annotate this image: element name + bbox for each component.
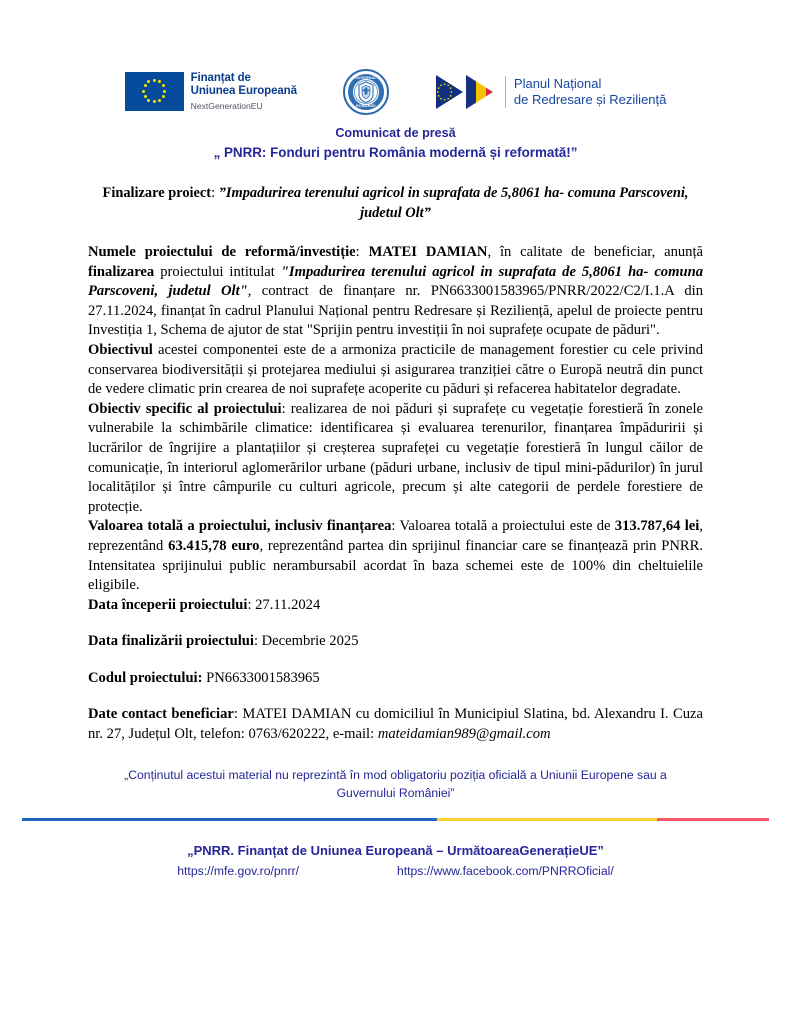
- pnrr-brand-logo: [435, 73, 666, 111]
- p2-bold: Obiectivul: [88, 341, 153, 358]
- eu-star-icon: [142, 90, 145, 93]
- eu-star-icon: [144, 84, 147, 87]
- start-date-value: : 27.11.2024: [247, 596, 321, 613]
- project-finalization-title: [86, 184, 705, 223]
- tricolor-red: [657, 818, 769, 821]
- finalizare-label: Finalizare proiect: [102, 185, 212, 201]
- press-release-heading: [0, 124, 791, 162]
- tricolor-yellow: [437, 818, 657, 821]
- p4-text1: : Valoarea totală a proiectului este de: [391, 518, 615, 535]
- eu-logo-line1: Finanțat de: [190, 71, 251, 84]
- press-release-slogan: „ PNRR: Fonduri pentru România modernă și reformată!”: [213, 145, 578, 160]
- eu-star-icon: [163, 90, 166, 93]
- contact-label: Date contact beneficiar: [88, 706, 234, 723]
- eu-star-icon: [162, 95, 165, 98]
- tricolor-blue: [22, 818, 437, 821]
- link-facebook-pnrr[interactable]: https://www.facebook.com/PNRROficial/: [396, 863, 614, 878]
- p4-amount-lei: 313.787,64 lei: [614, 518, 700, 535]
- p3-text: : realizarea de noi păduri și suprafețe cu vegetație forestieră în zonele vulnerabile la schimbările climatice: identificarea și evaluarea terenurilor, finanțarea împăduririi și lucrărilor de îngrijire a plantațiilor și creșterea suprafeței cu vegetație forestieră în lungul căilor de comunicație, în interiorul aglomerărilor urbane (păduri urbane, inclusiv de tipul mini-pădurilor) în jurul localităților și între câmpurile cu culturi agricole, precum și alte categorii de perdele forestiere de protecție.: [88, 400, 703, 515]
- end-date-label: Data finalizării proiectului: [88, 633, 254, 650]
- contact-text: : MATEI DAMIAN cu domiciliul în Municipiul Slatina, bd. Alexandru I. Cuza nr. 27, Județul Olt, telefon: 0763/620222, e-mail:: [88, 706, 704, 743]
- eu-disclaimer: „Conținutul acestui material nu reprezintă în mod obligatoriu poziția oficială a Uniunii Europene sau a Guvernului României”: [124, 767, 667, 800]
- p1-text2: proiectului intitulat: [154, 263, 281, 280]
- eu-funding-logo: [125, 72, 297, 113]
- seal-bottom-text: ROMÂNIEI: [356, 103, 376, 108]
- p4-bold: Valoarea totală a proiectului, inclusiv finanțarea: [88, 518, 392, 535]
- paragraph-objective: [88, 341, 703, 400]
- eu-flag-icon: [125, 72, 184, 111]
- eu-logo-line2: Uniunea Europeană: [190, 85, 297, 97]
- project-code-value: PN6633001583965: [202, 669, 320, 686]
- finalizare-project-name: ”Impadurirea terenului agricol in suprafata de 5,8061 ha- comuna Parscoveni, judetul Olt”: [218, 185, 689, 221]
- p1-text1: , în calitate de beneficiar, anunță: [487, 244, 703, 260]
- p4-amount-eur: 63.415,78 euro: [168, 537, 260, 554]
- contact-email[interactable]: mateidamian989@gmail.com: [377, 726, 551, 743]
- guvernul-romaniei-seal-icon: [343, 69, 389, 115]
- seal-top-text: GUVERNUL: [355, 76, 377, 81]
- start-date-label: Data începerii proiectului: [88, 596, 248, 613]
- paragraph-project-code: [88, 669, 703, 689]
- pnrr-logo-divider: [505, 76, 506, 108]
- paragraph-start-date: [88, 596, 703, 616]
- romanian-coat-of-arms-icon: [356, 81, 376, 103]
- paragraph-project-name: [88, 243, 703, 341]
- eu-star-icon: [153, 79, 156, 82]
- paragraph-specific-objective: [88, 400, 703, 518]
- p1-project-title: "Impadurirea terenului agricol in suprafata de 5,8061 ha- comuna Parscoveni, judetul Olt": [88, 263, 703, 300]
- eu-star-icon: [147, 99, 150, 102]
- p4-text2: , reprezentând: [88, 518, 703, 554]
- paragraph-contact: [88, 705, 703, 744]
- p1-text3: , contract de finanțare nr. PN6633001583965/PNRR/2022/C2/I.1.A din 27.11.2024, finanțat în cadrul Planului Național pentru Redresare și Reziliență, apelul de proiecte pentru Investiția 1, Schema de ajutor de stat "Sprijin pentru investiții în noi suprafețe ocupate de păduri".: [88, 283, 703, 339]
- end-date-value: : Decembrie 2025: [253, 633, 359, 650]
- pnrr-logo-line2: de Redresare și Reziliență: [513, 92, 667, 107]
- eu-star-icon: [147, 80, 150, 83]
- p4-text3: , reprezentând partea din sprijinul financiar care se finanțează prin PNRR. Intensitatea sprijinului public nerambursabil acordat în baza schemei este de 100% din cheltuielile eligibile.: [88, 537, 703, 594]
- paragraph-total-value: [88, 517, 703, 595]
- finalizare-separator: :: [211, 185, 219, 201]
- eu-star-icon: [158, 99, 161, 102]
- footer-pnrr-title: „PNRR. Finanțat de Uniunea Europeană – UrmătoareaGenerațieUE”: [187, 842, 604, 858]
- document-body: [88, 243, 703, 745]
- logo-band: [0, 0, 791, 111]
- p3-bold: Obiectiv specific al proiectului: [88, 400, 282, 417]
- romanian-tricolor-bar: [22, 818, 769, 821]
- project-code-label: Codul proiectului:: [88, 669, 203, 686]
- eu-star-icon: [144, 95, 147, 98]
- p1-sep: :: [355, 244, 369, 260]
- p2-text: acestei componentei este de a armoniza practicile de management forestier cu cele privind conservarea biodiversității și protejarea mediului și asigurarea tranziției către o Europă neutră din punct de vedere climatic prin crearea de noi suprafețe acoperite cu păduri și refacerea habitatelor degradate.: [88, 341, 703, 398]
- pnrr-chevrons-icon: [435, 73, 497, 111]
- eu-star-icon: [162, 84, 165, 87]
- eu-logo-line3: NextGenerationEU: [190, 100, 263, 111]
- press-release-label: Comunicat de presă: [335, 126, 456, 140]
- p1-label: Numele proiectului de reformă/investiție: [88, 244, 356, 260]
- p1-beneficiary: MATEI DAMIAN: [368, 244, 488, 260]
- eu-star-icon: [158, 80, 161, 83]
- p1-bold2: finalizarea: [88, 263, 155, 280]
- pnrr-logo-line1: Planul Național: [513, 76, 602, 91]
- link-mfe-pnrr[interactable]: https://mfe.gov.ro/pnrr/: [177, 863, 299, 878]
- eu-star-icon: [153, 100, 156, 103]
- paragraph-end-date: [88, 632, 703, 652]
- footer-links: [0, 862, 791, 880]
